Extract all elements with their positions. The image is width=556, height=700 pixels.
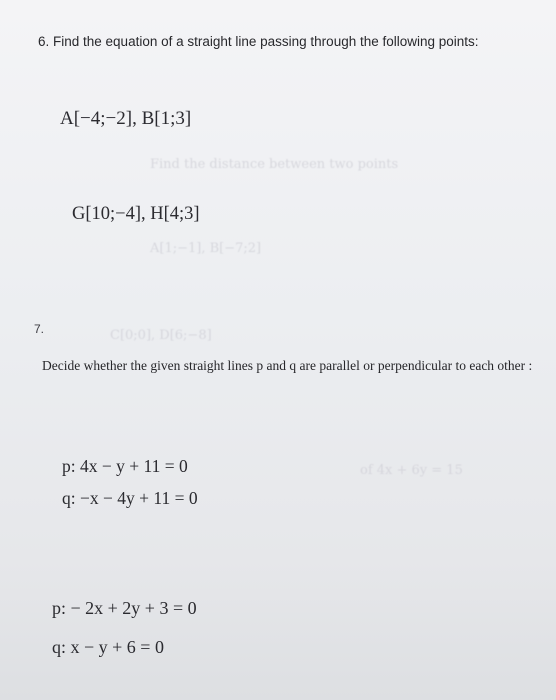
problem-6-point-pair-1: A[−4;−2], B[1;3] [60,108,192,129]
equation-set2-p: p: − 2x + 2y + 3 = 0 [52,598,197,618]
problem-7-number: 7. [34,322,45,336]
equation-set2-q: q: x − y + 6 = 0 [52,637,164,657]
problem-6-point-pair-2: G[10;−4], H[4;3] [72,204,200,224]
bleed-through-text: of 4x + 6y = 15 [360,463,463,478]
equation-set1-p: p: 4x − y + 11 = 0 [62,456,188,476]
equation-set1-q: q: −x − 4y + 11 = 0 [62,488,198,508]
bleed-through-text: Find the distance between two points [150,157,399,172]
bleed-through-text: C[0;0], D[6;−8] [110,328,212,343]
problem-7-instruction: Decide whether the given straight lines p and q are parallel or perpendicular to each other : [42,358,533,373]
problem-6-heading: 6. Find the equation of a straight line passing through the following points: [38,34,479,49]
bleed-through-text: A[1;−1], B[−7;2] [150,241,262,256]
